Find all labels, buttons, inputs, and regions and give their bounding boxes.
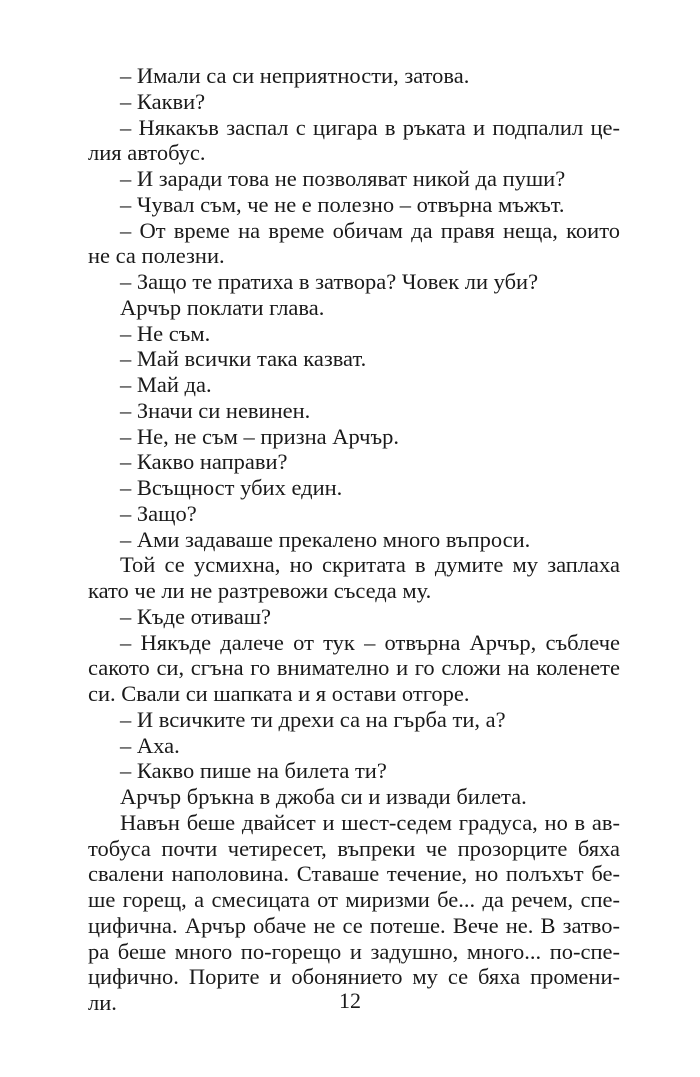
text-line: – Какво направи? bbox=[120, 449, 288, 475]
text-line: – И заради това не позволяват никой да пуши? bbox=[120, 166, 566, 191]
text-line: – Аха. bbox=[120, 732, 180, 758]
text-line: – Май да. bbox=[120, 372, 212, 397]
text-line: ше горещ, а смесицата от миризми бе... да речем, спе- bbox=[88, 887, 620, 912]
text-line: цифично. Порите и обонянието му се бяха промени- bbox=[88, 964, 620, 990]
text-line: – Някъде далече от тук – отвърна Арчър, съблече bbox=[120, 629, 620, 655]
text-line: – Защо те пратиха в затвора? Човек ли уби? bbox=[120, 269, 539, 294]
text-line: – От време на време обичам да правя неща, които bbox=[120, 217, 620, 243]
text-line: – Какви? bbox=[120, 88, 206, 114]
text-line: – Чувал съм, че не е полезно – отвърна мъжът. bbox=[120, 191, 565, 217]
text-line: сакото си, сгъна го внимателно и го сложи на коленете bbox=[88, 655, 620, 681]
text-line: Арчър бръкна в джоба си и извади билета. bbox=[120, 784, 527, 809]
text-line: – Имали са си неприятности, затова. bbox=[120, 63, 470, 88]
text-line: – Ами задаваше прекалено много въпроси. bbox=[120, 526, 531, 552]
text-line: – Значи си невинен. bbox=[120, 397, 311, 423]
text-line: Навън беше двайсет и шест-седем градуса, но в ав- bbox=[120, 809, 620, 835]
text-line: като че ли не разтревожи съседа му. bbox=[88, 578, 432, 603]
text-line: – Къде отиваш? bbox=[120, 603, 272, 629]
text-line: си. Свали си шапката и я остави отгоре. bbox=[88, 681, 470, 706]
text-line: свалени наполовина. Ставаше течение, но полъхът бе- bbox=[88, 861, 620, 887]
text-line: цифична. Арчър обаче не се потеше. Вече не. В затво- bbox=[88, 912, 620, 938]
text-line: ли. bbox=[88, 990, 117, 1015]
text-line: – Какво пише на билета ти? bbox=[120, 758, 387, 784]
text-line: – Не, не съм – призна Арчър. bbox=[120, 423, 400, 449]
text-line: лия автобус. bbox=[88, 140, 206, 166]
text-line: – Всъщност убих един. bbox=[120, 475, 343, 500]
text-line: Той се усмихна, но скритата в думите му заплаха bbox=[120, 552, 620, 578]
text-line: – Май всички така казват. bbox=[120, 346, 367, 372]
text-line: ра беше много по-горещо и задушно, много... по-спе- bbox=[88, 938, 620, 964]
text-line: – Защо? bbox=[120, 500, 197, 526]
text-line: тобуса почти четиресет, въпреки че прозорците бяха bbox=[88, 835, 620, 861]
text-line: Арчър поклати глава. bbox=[120, 294, 325, 320]
text-line: – Не съм. bbox=[120, 320, 211, 346]
page-number: 12 bbox=[339, 988, 361, 1013]
text-line: – И всичките ти дрехи са на гърба ти, а? bbox=[120, 706, 506, 732]
text-line: – Някакъв заспал с цигара в ръката и подпалил це- bbox=[120, 114, 620, 140]
text-line: не са полезни. bbox=[88, 243, 225, 269]
